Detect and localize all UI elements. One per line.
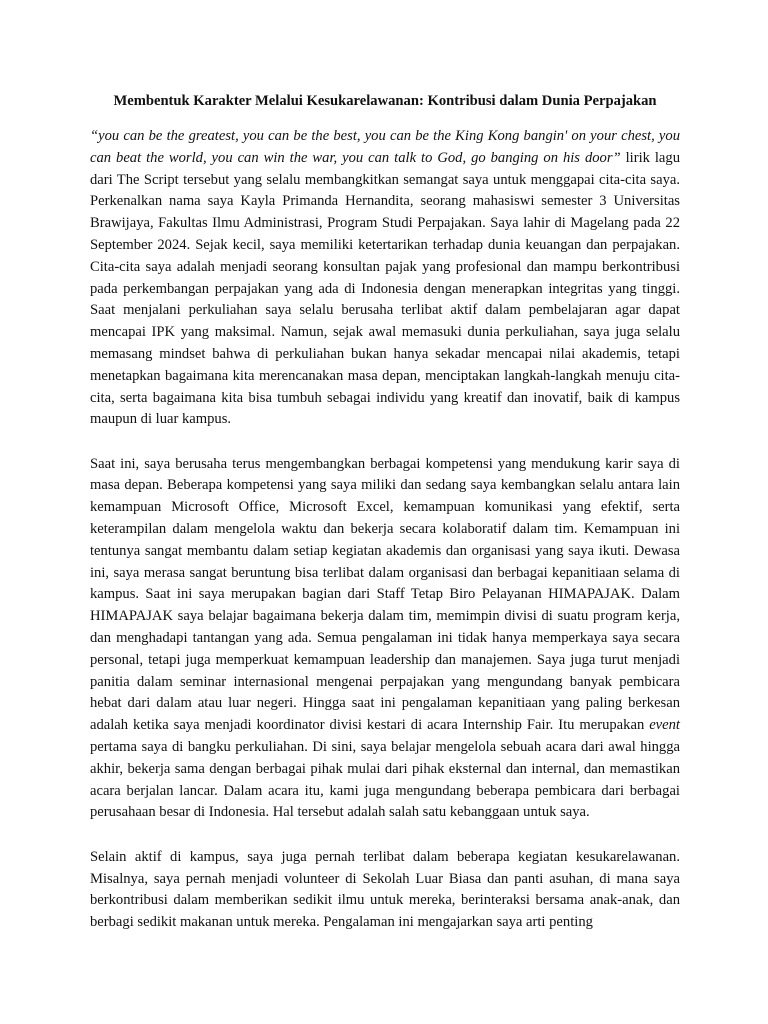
song-lyric-quote: “you can be the greatest, you can be the best, you can be the King Kong bangin' on your chest, you can beat the world, you can win the war, you can talk to God, go banging on his door” [90,128,680,166]
paragraph-3 [90,847,680,934]
paragraph-2-text-after: pertama saya di bangku perkuliahan. Di sini, saya belajar mengelola sebuah acara dari awal hingga akhir, bekerja sama dengan berbagai pihak mulai dari pihak eksternal dan internal, dan memastikan acara berjalan lancar. Dalam acara itu, kami juga mengundang beberapa pembicara dari berbagai perusahaan besar di Indonesia. Hal tersebut adalah salah satu kebanggaan untuk saya. [90,739,680,821]
paragraph-2-emphasis: event [649,717,680,734]
paragraph-2-text-before: Saat ini, saya berusaha terus mengembangkan berbagai kompetensi yang mendukung karir saya di masa depan. Beberapa kompetensi yang saya miliki dan sedang saya kembangkan selalu antara lain kemampuan Microsoft Office, Microsoft Excel, kemampuan komunikasi yang efektif, serta keterampilan dalam mengelola waktu dan bekerja secara kolaboratif dalam tim. Kemampuan ini tentunya sangat membantu dalam setiap kegiatan akademis dan organisasi yang saya ikuti. Dewasa ini, saya merasa sangat beruntung bisa terlibat dalam organisasi dan berbagai kepanitiaan selama di kampus. Saat ini saya merupakan bagian dari Staff Tetap Biro Pelayanan HIMAPAJAK. Dalam HIMAPAJAK saya belajar bagaimana bekerja dalam tim, memimpin divisi di suatu program kerja, dan menghadapi tantangan yang ada. Semua pengalaman ini tidak hanya memperkaya saya secara personal, tetapi juga memperkuat kemampuan leadership dan manajemen. Saya juga turut menjadi panitia dalam seminar internasional mengenai perpajakan yang mengundang banyak pembicara hebat dari dalam atau luar negeri. Hingga saat ini pengalaman kepanitiaan yang paling berkesan adalah ketika saya menjadi koordinator divisi kestari di acara Internship Fair. Itu merupakan [90,455,680,734]
paragraph-2 [90,454,680,825]
paragraph-1 [90,126,680,431]
document-page [90,93,680,956]
paragraph-3-text: Selain aktif di kampus, saya juga pernah terlibat dalam beberapa kegiatan kesukarelawanan. Misalnya, saya pernah menjadi volunteer di Sekolah Luar Biasa dan panti asuhan, di mana saya berkontribusi dalam memberikan sedikit ilmu untuk mereka, berinteraksi bersama anak-anak, dan berbagi sedikit makanan untuk mereka. Pengalaman ini mengajarkan saya arti penting [90,848,680,931]
paragraph-1-text: lirik lagu dari The Script tersebut yang selalu membangkitkan semangat saya untuk menggapai cita-cita saya. Perkenalkan nama saya Kayla Primanda Hernandita, seorang mahasiswi semester 3 Universitas Brawijaya, Fakultas Ilmu Administrasi, Program Studi Perpajakan. Saya lahir di Magelang pada 22 September 2024. Sejak kecil, saya memiliki ketertarikan terhadap dunia keuangan dan perpajakan. Cita-cita saya adalah menjadi seorang konsultan pajak yang profesional dan mampu berkontribusi pada perkembangan perpajakan yang ada di Indonesia dengan menerapkan integritas yang tinggi. Saat menjalani perkuliahan saya selalu berusaha terlibat aktif dalam pembelajaran agar dapat mencapai IPK yang maksimal. Namun, sejak awal memasuki dunia perkuliahan, saya juga selalu memasang mindset bahwa di perkuliahan bukan hanya sekadar mencapai nilai akademis, tetapi menetapkan bagaimana kita merencanakan masa depan, menciptakan langkah-langkah menuju cita-cita, serta bagaimana kita bisa tumbuh sebagai individu yang kreatif dan inovatif, baik di kampus maupun di luar kampus. [90,149,680,428]
document-title: Membentuk Karakter Melalui Kesukarelawanan: Kontribusi dalam Dunia Perpajakan [113,93,657,109]
